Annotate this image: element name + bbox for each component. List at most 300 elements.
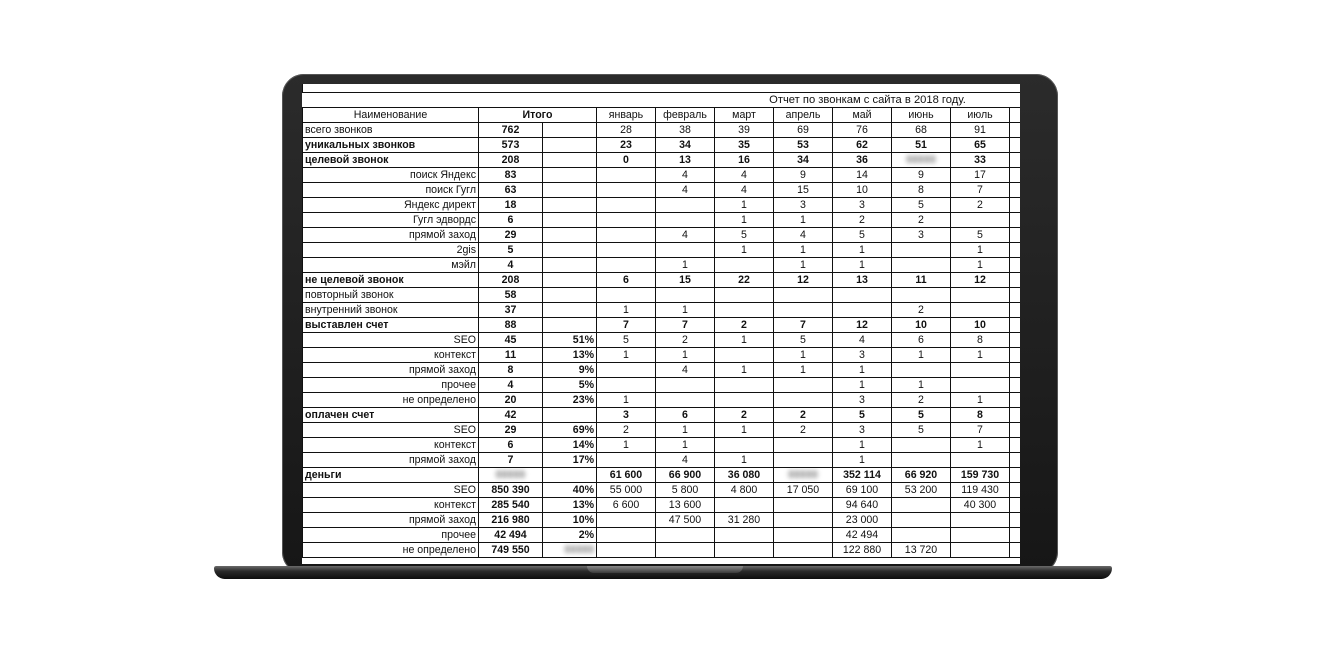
- row-value-cell[interactable]: 00000: [892, 153, 951, 168]
- row-percent-cell[interactable]: 51%: [543, 333, 597, 348]
- row-value-cell[interactable]: 1: [833, 438, 892, 453]
- row-total-cell[interactable]: 7: [479, 453, 543, 468]
- row-value-cell[interactable]: [774, 303, 833, 318]
- row-value-cell[interactable]: 5: [774, 333, 833, 348]
- row-value-cell[interactable]: 16: [715, 153, 774, 168]
- row-value-cell[interactable]: [715, 393, 774, 408]
- header-month-mar[interactable]: март: [715, 108, 774, 123]
- row-total-cell[interactable]: 83: [479, 168, 543, 183]
- row-extra-cell[interactable]: [1010, 318, 1021, 333]
- row-extra-cell[interactable]: [1010, 258, 1021, 273]
- row-value-cell[interactable]: [715, 258, 774, 273]
- row-value-cell[interactable]: [715, 303, 774, 318]
- row-percent-cell[interactable]: 69%: [543, 423, 597, 438]
- row-value-cell[interactable]: 4: [833, 333, 892, 348]
- row-value-cell[interactable]: 9: [892, 168, 951, 183]
- row-name-cell[interactable]: прямой заход: [303, 513, 479, 528]
- row-value-cell[interactable]: 1: [833, 378, 892, 393]
- row-value-cell[interactable]: 3: [833, 393, 892, 408]
- row-value-cell[interactable]: 5: [715, 228, 774, 243]
- header-month-jul[interactable]: июль: [951, 108, 1010, 123]
- row-extra-cell[interactable]: [1010, 483, 1021, 498]
- row-name-cell[interactable]: оплачен счет: [303, 408, 479, 423]
- row-value-cell[interactable]: 22: [715, 273, 774, 288]
- row-value-cell[interactable]: 1: [892, 348, 951, 363]
- row-value-cell[interactable]: 10: [951, 318, 1010, 333]
- row-value-cell[interactable]: 12: [774, 273, 833, 288]
- row-value-cell[interactable]: 4: [715, 183, 774, 198]
- row-value-cell[interactable]: 40 300: [951, 498, 1010, 513]
- row-value-cell[interactable]: 1: [774, 243, 833, 258]
- row-value-cell[interactable]: 11: [892, 273, 951, 288]
- row-value-cell[interactable]: [892, 288, 951, 303]
- row-value-cell[interactable]: 1: [774, 258, 833, 273]
- row-value-cell[interactable]: [597, 453, 656, 468]
- row-total-cell[interactable]: 6: [479, 438, 543, 453]
- row-value-cell[interactable]: [892, 528, 951, 543]
- row-percent-cell[interactable]: [543, 243, 597, 258]
- row-value-cell[interactable]: 61 600: [597, 468, 656, 483]
- row-value-cell[interactable]: 15: [656, 273, 715, 288]
- row-percent-cell[interactable]: [543, 468, 597, 483]
- row-value-cell[interactable]: 6: [597, 273, 656, 288]
- row-percent-cell[interactable]: [543, 273, 597, 288]
- row-name-cell[interactable]: уникальных звонков: [303, 138, 479, 153]
- row-value-cell[interactable]: [774, 393, 833, 408]
- row-value-cell[interactable]: [715, 543, 774, 558]
- row-extra-cell[interactable]: [1010, 528, 1021, 543]
- row-name-cell[interactable]: контекст: [303, 348, 479, 363]
- row-value-cell[interactable]: 36: [833, 153, 892, 168]
- row-value-cell[interactable]: 2: [774, 423, 833, 438]
- header-month-jun[interactable]: июнь: [892, 108, 951, 123]
- row-extra-cell[interactable]: [1010, 408, 1021, 423]
- row-value-cell[interactable]: 34: [656, 138, 715, 153]
- row-total-cell[interactable]: 762: [479, 123, 543, 138]
- row-total-cell[interactable]: 29: [479, 228, 543, 243]
- row-value-cell[interactable]: 53 200: [892, 483, 951, 498]
- row-percent-cell[interactable]: [543, 183, 597, 198]
- row-value-cell[interactable]: [656, 213, 715, 228]
- row-value-cell[interactable]: 1: [597, 303, 656, 318]
- row-value-cell[interactable]: [656, 393, 715, 408]
- header-month-apr[interactable]: апрель: [774, 108, 833, 123]
- row-extra-cell[interactable]: [1010, 123, 1021, 138]
- row-value-cell[interactable]: [892, 498, 951, 513]
- row-value-cell[interactable]: 159 730: [951, 468, 1010, 483]
- row-value-cell[interactable]: 1: [656, 303, 715, 318]
- row-value-cell[interactable]: 7: [597, 318, 656, 333]
- row-percent-cell[interactable]: [543, 198, 597, 213]
- row-total-cell[interactable]: 00000: [479, 468, 543, 483]
- row-value-cell[interactable]: 51: [892, 138, 951, 153]
- row-value-cell[interactable]: 12: [951, 273, 1010, 288]
- row-value-cell[interactable]: 8: [892, 183, 951, 198]
- row-percent-cell[interactable]: [543, 213, 597, 228]
- row-value-cell[interactable]: 1: [715, 243, 774, 258]
- row-value-cell[interactable]: 39: [715, 123, 774, 138]
- row-value-cell[interactable]: 13 720: [892, 543, 951, 558]
- row-total-cell[interactable]: 4: [479, 258, 543, 273]
- row-value-cell[interactable]: 352 114: [833, 468, 892, 483]
- row-value-cell[interactable]: [597, 258, 656, 273]
- row-extra-cell[interactable]: [1010, 168, 1021, 183]
- row-value-cell[interactable]: [597, 243, 656, 258]
- row-name-cell[interactable]: прочее: [303, 378, 479, 393]
- row-value-cell[interactable]: [951, 528, 1010, 543]
- row-name-cell[interactable]: Яндекс директ: [303, 198, 479, 213]
- row-value-cell[interactable]: [597, 183, 656, 198]
- row-value-cell[interactable]: [715, 498, 774, 513]
- row-value-cell[interactable]: [656, 198, 715, 213]
- row-value-cell[interactable]: 23 000: [833, 513, 892, 528]
- row-extra-cell[interactable]: [1010, 138, 1021, 153]
- row-total-cell[interactable]: 8: [479, 363, 543, 378]
- row-value-cell[interactable]: 00000: [774, 468, 833, 483]
- row-value-cell[interactable]: 62: [833, 138, 892, 153]
- row-value-cell[interactable]: 36 080: [715, 468, 774, 483]
- row-value-cell[interactable]: [656, 288, 715, 303]
- row-value-cell[interactable]: 2: [892, 393, 951, 408]
- row-extra-cell[interactable]: [1010, 348, 1021, 363]
- row-value-cell[interactable]: 1: [833, 453, 892, 468]
- row-value-cell[interactable]: [715, 288, 774, 303]
- row-value-cell[interactable]: 5: [892, 198, 951, 213]
- row-value-cell[interactable]: [597, 363, 656, 378]
- row-total-cell[interactable]: 208: [479, 153, 543, 168]
- row-name-cell[interactable]: SEO: [303, 333, 479, 348]
- row-name-cell[interactable]: выставлен счет: [303, 318, 479, 333]
- row-extra-cell[interactable]: [1010, 453, 1021, 468]
- row-value-cell[interactable]: 13 600: [656, 498, 715, 513]
- row-name-cell[interactable]: прямой заход: [303, 228, 479, 243]
- row-percent-cell[interactable]: 10%: [543, 513, 597, 528]
- row-extra-cell[interactable]: [1010, 243, 1021, 258]
- row-value-cell[interactable]: 55 000: [597, 483, 656, 498]
- row-extra-cell[interactable]: [1010, 363, 1021, 378]
- row-extra-cell[interactable]: [1010, 513, 1021, 528]
- row-value-cell[interactable]: 1: [774, 348, 833, 363]
- row-value-cell[interactable]: [597, 528, 656, 543]
- row-extra-cell[interactable]: [1010, 543, 1021, 558]
- row-value-cell[interactable]: [597, 513, 656, 528]
- row-value-cell[interactable]: 3: [833, 198, 892, 213]
- row-value-cell[interactable]: [774, 438, 833, 453]
- row-value-cell[interactable]: 1: [951, 258, 1010, 273]
- row-percent-cell[interactable]: [543, 303, 597, 318]
- row-value-cell[interactable]: 3: [892, 228, 951, 243]
- row-percent-cell[interactable]: 13%: [543, 498, 597, 513]
- row-value-cell[interactable]: 4 800: [715, 483, 774, 498]
- row-value-cell[interactable]: [715, 438, 774, 453]
- row-total-cell[interactable]: 5: [479, 243, 543, 258]
- row-percent-cell[interactable]: 23%: [543, 393, 597, 408]
- row-value-cell[interactable]: [715, 528, 774, 543]
- row-percent-cell[interactable]: 14%: [543, 438, 597, 453]
- row-value-cell[interactable]: 1: [656, 438, 715, 453]
- row-value-cell[interactable]: 3: [833, 423, 892, 438]
- row-value-cell[interactable]: [656, 378, 715, 393]
- row-extra-cell[interactable]: [1010, 213, 1021, 228]
- row-extra-cell[interactable]: [1010, 303, 1021, 318]
- row-total-cell[interactable]: 42: [479, 408, 543, 423]
- row-value-cell[interactable]: [833, 303, 892, 318]
- row-value-cell[interactable]: [597, 228, 656, 243]
- row-value-cell[interactable]: [951, 363, 1010, 378]
- row-value-cell[interactable]: 7: [951, 423, 1010, 438]
- row-value-cell[interactable]: 4: [656, 183, 715, 198]
- row-percent-cell[interactable]: [543, 228, 597, 243]
- row-value-cell[interactable]: 53: [774, 138, 833, 153]
- row-percent-cell[interactable]: [543, 318, 597, 333]
- row-value-cell[interactable]: 4: [656, 363, 715, 378]
- row-name-cell[interactable]: не целевой звонок: [303, 273, 479, 288]
- row-value-cell[interactable]: 76: [833, 123, 892, 138]
- row-percent-cell[interactable]: 40%: [543, 483, 597, 498]
- row-value-cell[interactable]: 68: [892, 123, 951, 138]
- row-value-cell[interactable]: 66 900: [656, 468, 715, 483]
- row-name-cell[interactable]: 2gis: [303, 243, 479, 258]
- row-total-cell[interactable]: 4: [479, 378, 543, 393]
- row-value-cell[interactable]: 6: [892, 333, 951, 348]
- row-value-cell[interactable]: [597, 168, 656, 183]
- row-value-cell[interactable]: [597, 198, 656, 213]
- row-value-cell[interactable]: [774, 513, 833, 528]
- row-value-cell[interactable]: 4: [656, 228, 715, 243]
- row-value-cell[interactable]: [656, 543, 715, 558]
- row-value-cell[interactable]: 7: [656, 318, 715, 333]
- row-percent-cell[interactable]: 00000: [543, 543, 597, 558]
- row-value-cell[interactable]: 4: [774, 228, 833, 243]
- row-total-cell[interactable]: 573: [479, 138, 543, 153]
- row-value-cell[interactable]: 2: [597, 423, 656, 438]
- row-name-cell[interactable]: контекст: [303, 498, 479, 513]
- row-value-cell[interactable]: 4: [715, 168, 774, 183]
- row-extra-cell[interactable]: [1010, 228, 1021, 243]
- row-value-cell[interactable]: 7: [951, 183, 1010, 198]
- row-value-cell[interactable]: 1: [951, 393, 1010, 408]
- row-value-cell[interactable]: 2: [892, 213, 951, 228]
- row-name-cell[interactable]: всего звонков: [303, 123, 479, 138]
- row-total-cell[interactable]: 285 540: [479, 498, 543, 513]
- header-month-jan[interactable]: январь: [597, 108, 656, 123]
- row-value-cell[interactable]: 5: [892, 408, 951, 423]
- row-value-cell[interactable]: 33: [951, 153, 1010, 168]
- row-total-cell[interactable]: 749 550: [479, 543, 543, 558]
- row-total-cell[interactable]: 88: [479, 318, 543, 333]
- row-value-cell[interactable]: 6: [656, 408, 715, 423]
- row-value-cell[interactable]: 28: [597, 123, 656, 138]
- row-name-cell[interactable]: не определено: [303, 543, 479, 558]
- row-percent-cell[interactable]: [543, 408, 597, 423]
- row-name-cell[interactable]: прямой заход: [303, 453, 479, 468]
- row-extra-cell[interactable]: [1010, 198, 1021, 213]
- row-value-cell[interactable]: 14: [833, 168, 892, 183]
- row-value-cell[interactable]: 13: [656, 153, 715, 168]
- row-total-cell[interactable]: 37: [479, 303, 543, 318]
- row-total-cell[interactable]: 29: [479, 423, 543, 438]
- row-total-cell[interactable]: 63: [479, 183, 543, 198]
- row-name-cell[interactable]: прочее: [303, 528, 479, 543]
- row-value-cell[interactable]: 1: [715, 198, 774, 213]
- row-value-cell[interactable]: [656, 528, 715, 543]
- row-value-cell[interactable]: [774, 288, 833, 303]
- row-value-cell[interactable]: 122 880: [833, 543, 892, 558]
- row-percent-cell[interactable]: 9%: [543, 363, 597, 378]
- row-value-cell[interactable]: 4: [656, 168, 715, 183]
- row-value-cell[interactable]: 1: [833, 243, 892, 258]
- row-value-cell[interactable]: 4: [656, 453, 715, 468]
- row-value-cell[interactable]: 3: [833, 348, 892, 363]
- row-name-cell[interactable]: Гугл эдвордс: [303, 213, 479, 228]
- row-value-cell[interactable]: 119 430: [951, 483, 1010, 498]
- row-value-cell[interactable]: 0: [597, 153, 656, 168]
- row-value-cell[interactable]: [892, 243, 951, 258]
- row-value-cell[interactable]: 2: [774, 408, 833, 423]
- row-total-cell[interactable]: 208: [479, 273, 543, 288]
- row-value-cell[interactable]: 9: [774, 168, 833, 183]
- row-value-cell[interactable]: [774, 543, 833, 558]
- row-value-cell[interactable]: 5: [833, 228, 892, 243]
- row-name-cell[interactable]: SEO: [303, 423, 479, 438]
- row-value-cell[interactable]: 1: [715, 453, 774, 468]
- row-percent-cell[interactable]: [543, 153, 597, 168]
- row-value-cell[interactable]: 5: [833, 408, 892, 423]
- row-percent-cell[interactable]: [543, 123, 597, 138]
- row-value-cell[interactable]: 91: [951, 123, 1010, 138]
- row-value-cell[interactable]: 5: [892, 423, 951, 438]
- row-value-cell[interactable]: [951, 453, 1010, 468]
- row-value-cell[interactable]: 94 640: [833, 498, 892, 513]
- row-total-cell[interactable]: 216 980: [479, 513, 543, 528]
- row-value-cell[interactable]: [892, 363, 951, 378]
- row-value-cell[interactable]: 1: [774, 213, 833, 228]
- row-name-cell[interactable]: прямой заход: [303, 363, 479, 378]
- row-percent-cell[interactable]: 13%: [543, 348, 597, 363]
- row-value-cell[interactable]: 1: [715, 423, 774, 438]
- row-value-cell[interactable]: [892, 438, 951, 453]
- row-percent-cell[interactable]: [543, 168, 597, 183]
- row-name-cell[interactable]: поиск Гугл: [303, 183, 479, 198]
- row-percent-cell[interactable]: [543, 138, 597, 153]
- row-value-cell[interactable]: 1: [951, 348, 1010, 363]
- row-value-cell[interactable]: 5 800: [656, 483, 715, 498]
- row-value-cell[interactable]: 2: [892, 303, 951, 318]
- row-extra-cell[interactable]: [1010, 333, 1021, 348]
- row-value-cell[interactable]: 1: [951, 438, 1010, 453]
- row-value-cell[interactable]: 69: [774, 123, 833, 138]
- row-value-cell[interactable]: 2: [715, 318, 774, 333]
- row-name-cell[interactable]: повторный звонок: [303, 288, 479, 303]
- row-value-cell[interactable]: [892, 513, 951, 528]
- row-name-cell[interactable]: SEO: [303, 483, 479, 498]
- row-value-cell[interactable]: 1: [715, 213, 774, 228]
- row-value-cell[interactable]: 1: [656, 258, 715, 273]
- row-value-cell[interactable]: 31 280: [715, 513, 774, 528]
- row-extra-cell[interactable]: [1010, 498, 1021, 513]
- row-extra-cell[interactable]: [1010, 183, 1021, 198]
- header-month-feb[interactable]: февраль: [656, 108, 715, 123]
- row-total-cell[interactable]: 18: [479, 198, 543, 213]
- row-value-cell[interactable]: [774, 453, 833, 468]
- row-value-cell[interactable]: [597, 543, 656, 558]
- row-total-cell[interactable]: 58: [479, 288, 543, 303]
- row-name-cell[interactable]: поиск Яндекс: [303, 168, 479, 183]
- row-extra-cell[interactable]: [1010, 153, 1021, 168]
- row-total-cell[interactable]: 850 390: [479, 483, 543, 498]
- row-name-cell[interactable]: внутренний звонок: [303, 303, 479, 318]
- row-value-cell[interactable]: [951, 378, 1010, 393]
- row-value-cell[interactable]: 17 050: [774, 483, 833, 498]
- row-value-cell[interactable]: 34: [774, 153, 833, 168]
- row-value-cell[interactable]: 1: [656, 348, 715, 363]
- row-name-cell[interactable]: контекст: [303, 438, 479, 453]
- row-value-cell[interactable]: 2: [656, 333, 715, 348]
- row-value-cell[interactable]: 2: [833, 213, 892, 228]
- row-value-cell[interactable]: 5: [951, 228, 1010, 243]
- row-value-cell[interactable]: [951, 513, 1010, 528]
- row-value-cell[interactable]: [951, 288, 1010, 303]
- row-value-cell[interactable]: 3: [597, 408, 656, 423]
- row-value-cell[interactable]: 65: [951, 138, 1010, 153]
- row-total-cell[interactable]: 42 494: [479, 528, 543, 543]
- row-value-cell[interactable]: 1: [892, 378, 951, 393]
- row-total-cell[interactable]: 45: [479, 333, 543, 348]
- row-value-cell[interactable]: 1: [774, 363, 833, 378]
- header-month-may[interactable]: май: [833, 108, 892, 123]
- row-value-cell[interactable]: 15: [774, 183, 833, 198]
- header-total[interactable]: Итого: [479, 108, 597, 123]
- row-extra-cell[interactable]: [1010, 423, 1021, 438]
- row-name-cell[interactable]: целевой звонок: [303, 153, 479, 168]
- header-extra-cell[interactable]: [1010, 108, 1021, 123]
- row-value-cell[interactable]: 1: [833, 258, 892, 273]
- row-value-cell[interactable]: 5: [597, 333, 656, 348]
- row-value-cell[interactable]: 6 600: [597, 498, 656, 513]
- row-value-cell[interactable]: 35: [715, 138, 774, 153]
- row-value-cell[interactable]: [774, 498, 833, 513]
- row-percent-cell[interactable]: 17%: [543, 453, 597, 468]
- row-value-cell[interactable]: 12: [833, 318, 892, 333]
- row-value-cell[interactable]: 7: [774, 318, 833, 333]
- row-value-cell[interactable]: 38: [656, 123, 715, 138]
- row-value-cell[interactable]: [774, 378, 833, 393]
- row-extra-cell[interactable]: [1010, 393, 1021, 408]
- row-extra-cell[interactable]: [1010, 378, 1021, 393]
- row-value-cell[interactable]: 42 494: [833, 528, 892, 543]
- row-value-cell[interactable]: 1: [597, 348, 656, 363]
- row-value-cell[interactable]: 17: [951, 168, 1010, 183]
- row-value-cell[interactable]: [892, 258, 951, 273]
- row-name-cell[interactable]: деньги: [303, 468, 479, 483]
- row-total-cell[interactable]: 6: [479, 213, 543, 228]
- row-value-cell[interactable]: 2: [951, 198, 1010, 213]
- row-value-cell[interactable]: 1: [656, 423, 715, 438]
- row-value-cell[interactable]: 66 920: [892, 468, 951, 483]
- row-value-cell[interactable]: 1: [951, 243, 1010, 258]
- row-value-cell[interactable]: 8: [951, 333, 1010, 348]
- row-value-cell[interactable]: [892, 453, 951, 468]
- row-value-cell[interactable]: [951, 213, 1010, 228]
- row-value-cell[interactable]: 1: [715, 333, 774, 348]
- row-value-cell[interactable]: 10: [892, 318, 951, 333]
- row-value-cell[interactable]: [715, 348, 774, 363]
- row-value-cell[interactable]: 23: [597, 138, 656, 153]
- row-value-cell[interactable]: 2: [715, 408, 774, 423]
- row-value-cell[interactable]: 1: [833, 363, 892, 378]
- row-value-cell[interactable]: [774, 528, 833, 543]
- row-percent-cell[interactable]: [543, 258, 597, 273]
